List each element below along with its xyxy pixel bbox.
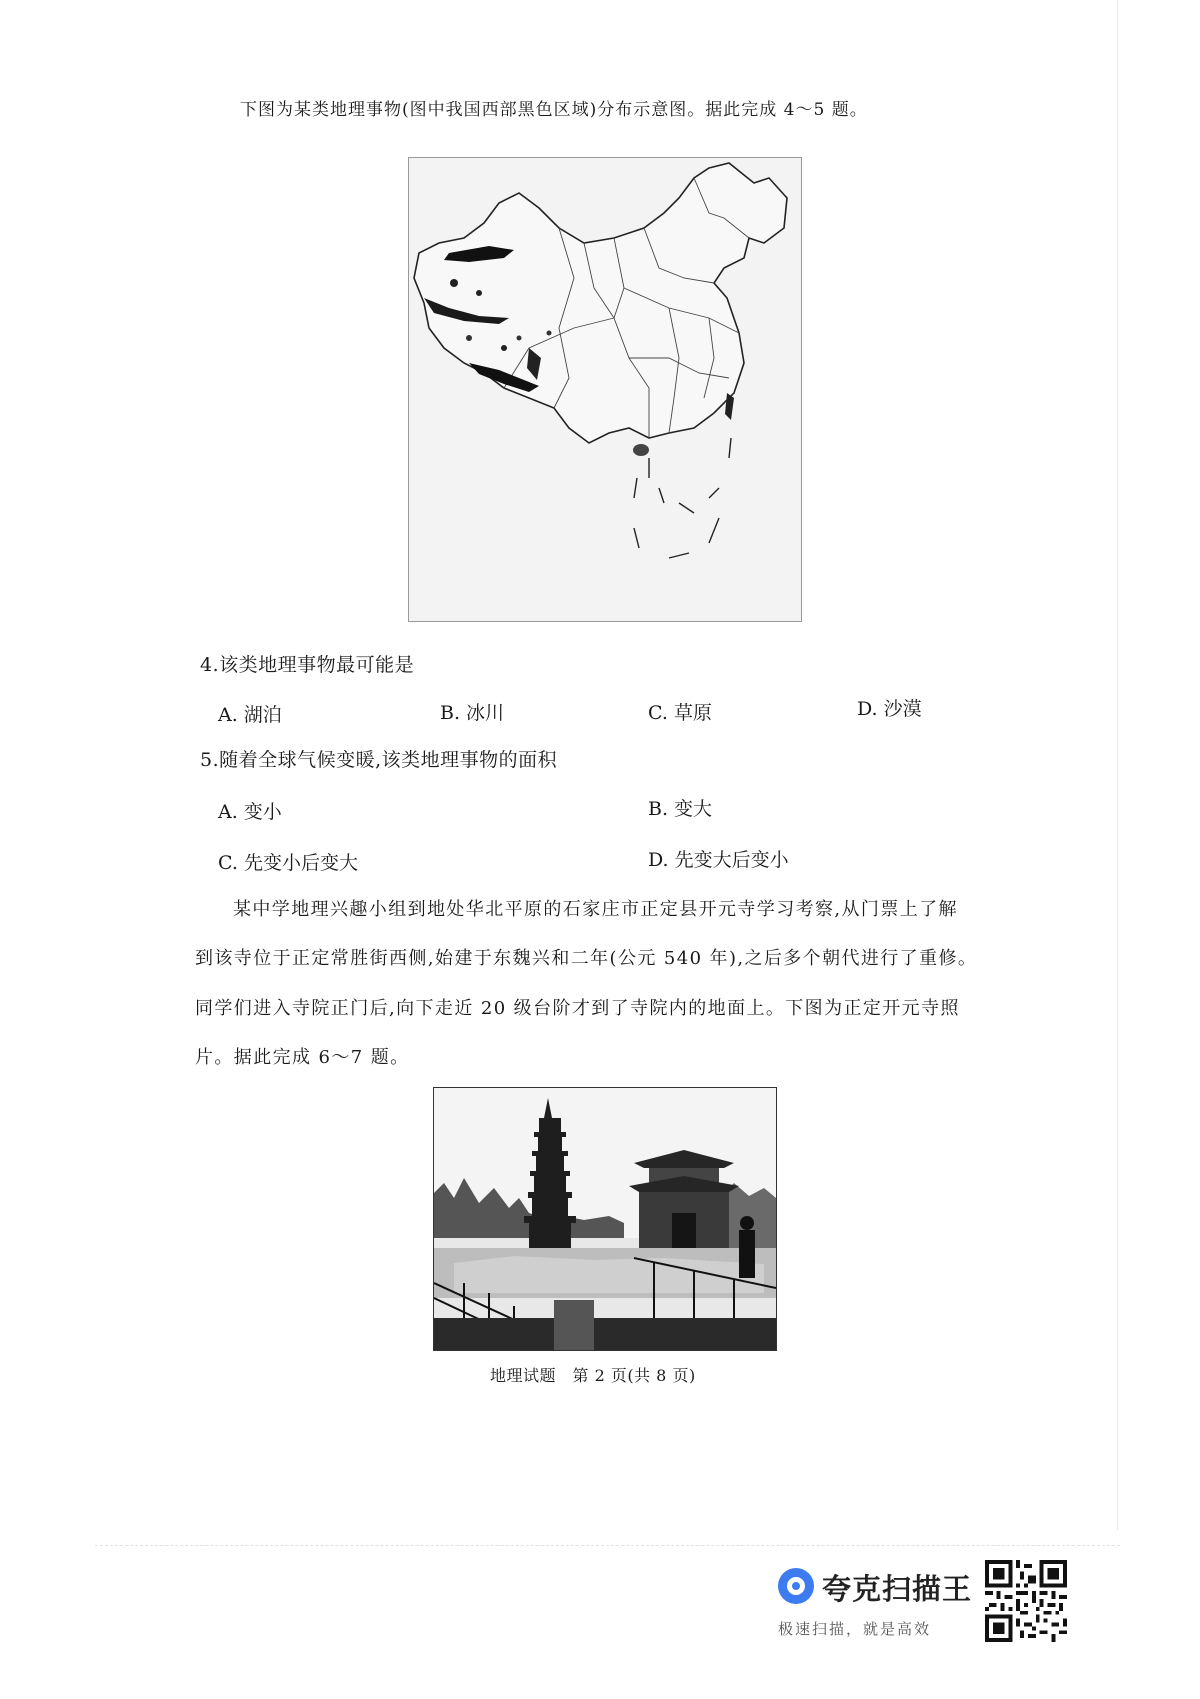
qr-code-icon [985, 1560, 1067, 1642]
bell-tower [629, 1150, 739, 1252]
passage-line-2: 到该寺位于正定常胜街西侧,始建于东魏兴和二年(公元 540 年),之后多个朝代进行了重修。 [195, 948, 978, 969]
brand-slogan: 极速扫描，就是高效 [778, 1620, 932, 1638]
question-4-stem: 4.该类地理事物最可能是 [200, 654, 415, 676]
q5-option-c[interactable]: C. 先变小后变大 [218, 852, 358, 874]
q5-option-b[interactable]: B. 变大 [648, 798, 713, 820]
intro-text: 下图为某类地理事物(图中我国西部黑色区域)分布示意图。据此完成 4～5 题。 [240, 100, 868, 120]
passage-line-1: 某中学地理兴趣小组到地处华北平原的石家庄市正定县开元寺学习考察,从门票上了解 [233, 899, 958, 920]
q4-option-a[interactable]: A. 湖泊 [218, 704, 282, 726]
q5-option-a[interactable]: A. 变小 [218, 801, 282, 823]
china-map-figure [408, 157, 802, 622]
passage-line-3: 同学们进入寺院正门后,向下走近 20 级台阶才到了寺院内的地面上。下图为正定开元寺照 [195, 998, 960, 1019]
q4-option-d[interactable]: D. 沙漠 [857, 698, 922, 720]
page-edge [1117, 0, 1118, 1530]
q5-option-d[interactable]: D. 先变大后变小 [648, 849, 789, 871]
q4-option-c[interactable]: C. 草原 [648, 702, 712, 724]
kaiyuan-temple-photo [433, 1087, 777, 1351]
quark-logo-icon [778, 1568, 814, 1604]
china-map-svg [409, 158, 801, 621]
brand-name: 夸克扫描王 [822, 1572, 973, 1606]
question-5-stem: 5.随着全球气候变暖,该类地理事物的面积 [200, 749, 558, 771]
passage-line-4: 片。据此完成 6～7 题。 [195, 1047, 410, 1068]
temple-photo-svg [434, 1088, 776, 1350]
person [739, 1216, 755, 1278]
page-footer: 地理试题 第 2 页(共 8 页) [490, 1366, 696, 1385]
q4-option-b[interactable]: B. 冰川 [440, 702, 505, 724]
divider [95, 1545, 1120, 1546]
